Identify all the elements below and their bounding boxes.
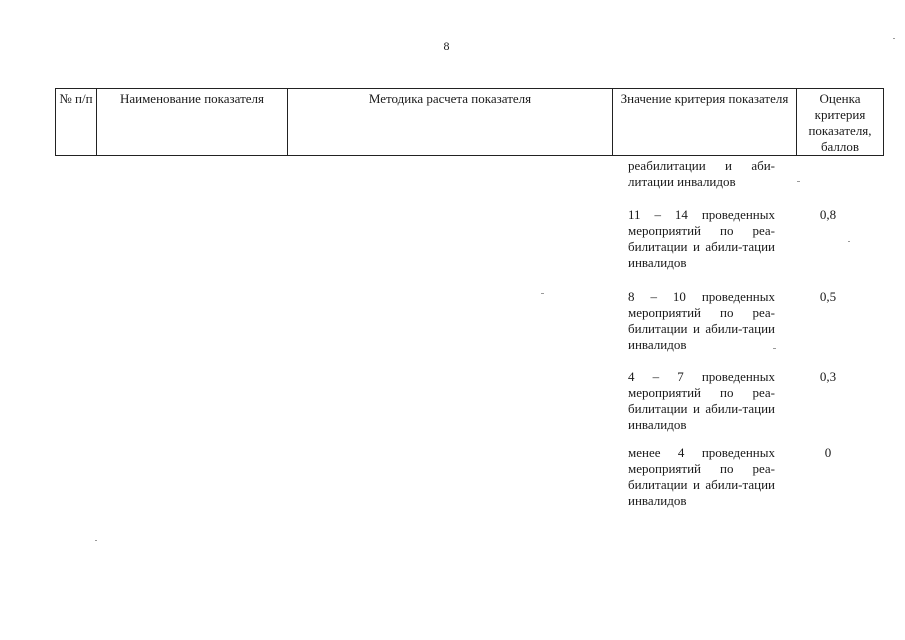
page-number: 8 [443,39,450,53]
criterion-score-row: 0,8 [819,207,837,222]
continued-criterion-text: реабилитации и аби-литации инвалидов [628,158,775,189]
criterion-score-row: 0,3 [819,369,837,384]
scan-speck [797,181,800,182]
indicator-table-header [55,88,884,156]
header-num: № п/п [56,89,97,156]
scan-speck [893,38,895,39]
header-criterion-score: Оценка критерия показателя, баллов [797,89,884,156]
criterion-value-row: 4 – 7 проведенных мероприятий по реа-билитации и абили-тации инвалидов [628,369,775,432]
scan-speck [773,348,776,349]
criterion-score-row: 0 [824,445,832,460]
header-calculation-method: Методика расчета показателя [288,89,613,156]
header-indicator-name: Наименование показателя [97,89,288,156]
criterion-score-row: 0,5 [819,289,837,304]
criterion-value-row: 11 – 14 проведенных мероприятий по реа-билитации и абили-тации инвалидов [628,207,775,270]
criterion-value-row: 8 – 10 проведенных мероприятий по реа-билитации и абили-тации инвалидов [628,289,775,352]
scan-speck [541,293,544,294]
scan-speck [95,540,97,541]
scan-speck [848,241,850,242]
criterion-value-row: менее 4 проведенных мероприятий по реа-билитации и абили-тации инвалидов [628,445,775,508]
header-criterion-value: Значение критерия показателя [613,89,797,156]
table-header-row [56,89,884,156]
